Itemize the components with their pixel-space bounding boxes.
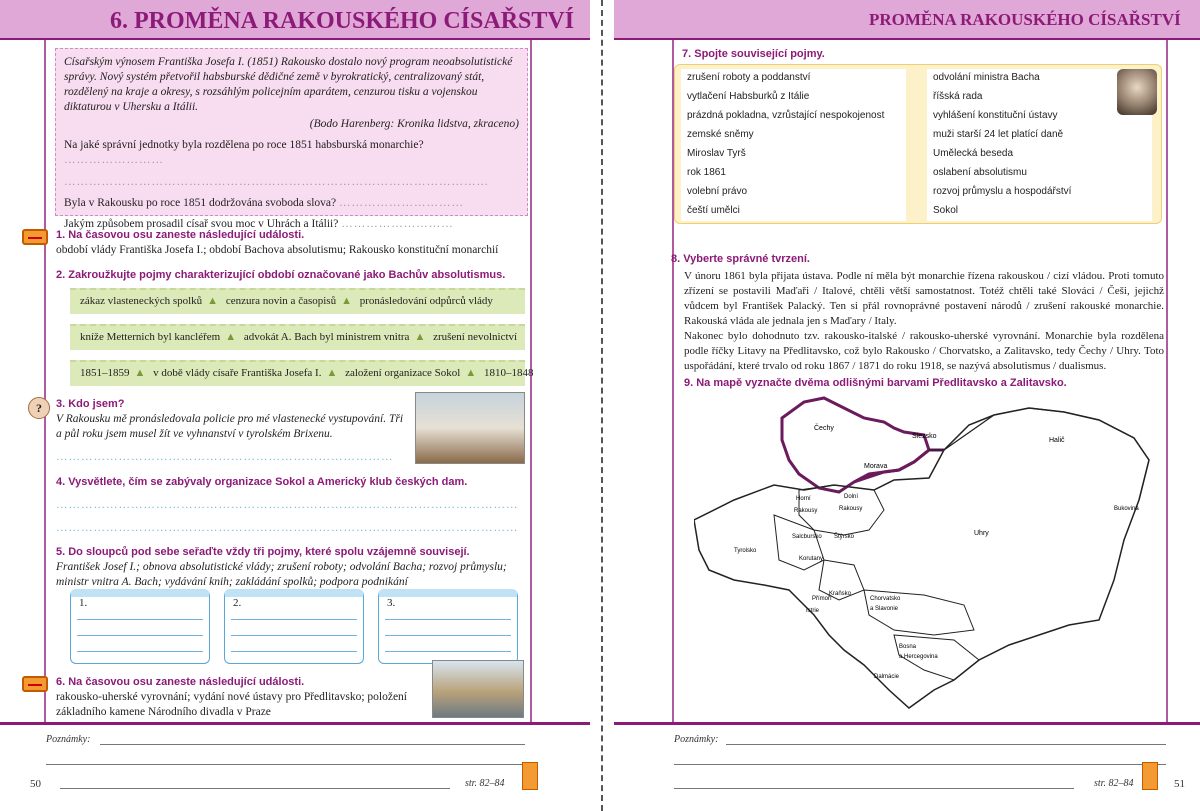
page-number: 51 [1174,778,1185,790]
svg-text:a Hercegovina: a Hercegovina [899,654,938,660]
page-title: 6. PROMĚNA RAKOUSKÉHO CÍSAŘSTVÍ [110,8,575,34]
task-8-heading: 8. Vyberte správné tvrzení. [671,253,810,265]
margin-line [44,40,46,722]
term[interactable]: v době vlády císaře Františka Josefa I. [153,367,322,379]
term[interactable]: 1851–1859 [80,367,130,379]
page-number: 50 [30,778,41,790]
term-strip: kníže Metternich byl kancléřem ▲ advokát A. Bach byl ministrem vnitra ▲ zrušení nevolnictví [70,324,525,350]
svg-text:Uhry: Uhry [974,530,989,537]
match-item[interactable]: volební právo [681,183,906,202]
task-4: 4. Vysvětlete, čím se zabývaly organizace Sokol a Americký klub českých dam. ………………………………………………………………………………………………… ………………………………………………………………………………………………… [56,475,526,536]
task-1 [56,228,526,258]
task-9 [684,376,1154,391]
match-item[interactable]: čeští umělci [681,202,906,221]
column-number: 3. [387,597,396,609]
timeline-icon [22,676,48,692]
match-item[interactable]: Umělecká beseda [927,145,1152,164]
task-3: 3. Kdo jsem? V Rakousku mě pronásledovala policie pro mé vlastenecké vystupování. Tři a půl roku jsem musel žít ve vyhnanství v tyrolském Brixenu. ……………………………………………………………………… [56,397,406,465]
term[interactable]: advokát A. Bach byl ministrem vnitra [243,331,410,343]
svg-text:Salcbursko: Salcbursko [792,534,822,540]
task-1-text: období vlády Františka Josefa I.; období Bachova absolutismu; Rakousko konstituční monarchií [56,244,499,256]
right-page [614,0,1200,811]
svg-text:Dalmácie: Dalmácie [874,674,900,680]
page-reference: str. 82–84 [1094,778,1134,789]
task-8 [671,252,1164,374]
task-2 [56,268,526,283]
term-strip: 1851–1859 ▲ v době vlády císaře Františka Josefa I. ▲ založení organizace Sokol ▲ 1810–1848 [70,360,525,386]
match-item[interactable]: prázdná pokladna, vzrůstající nespokojenost [681,107,906,126]
task-5 [56,545,526,590]
task-2-heading: 2. Zakroužkujte pojmy charakterizující období označované jako Bachův absolutismus. [56,269,506,281]
match-item[interactable]: zemské sněmy [681,126,906,145]
notes-line[interactable] [674,788,1074,789]
svg-text:Slezsko: Slezsko [912,433,937,440]
page-divider [596,0,608,811]
svg-text:Chorvatsko: Chorvatsko [870,596,901,602]
matching-box [674,64,1162,224]
notes-line[interactable] [726,744,1166,745]
match-item[interactable]: rok 1861 [681,164,906,183]
intro-quote: Císařským výnosem Františka Josefa I. (1851) Rakousko dostalo nový program neoabsolutistické správy. Nový systém přetvořil habsburské dědičné země v byrokratický, centralizovaný stát, rozdělený na kraje a okresy, s rozsáhlým policejním aparátem, cenzurou tisku a vojenskou diktaturou v Uhersku a Itálii. [64,56,513,113]
svg-text:Istrie: Istrie [806,608,820,614]
match-item[interactable]: říšská rada [927,88,1152,107]
page-title: PROMĚNA RAKOUSKÉHO CÍSAŘSTVÍ [869,10,1181,29]
intro-question-2: Byla v Rakousku po roce 1851 dodržována svoboda slova? [64,197,337,209]
book-icon [1142,762,1158,790]
margin-line [530,40,532,722]
carriage-illustration [415,392,525,464]
match-item[interactable]: oslabení absolutismu [927,164,1152,183]
left-page [0,0,590,811]
task-6 [56,675,426,720]
task-1-heading: 1. Na časovou osu zaneste následující události. [56,229,305,241]
task-4-heading: 4. Vysvětlete, čím se zabývaly organizace Sokol a Americký klub českých dam. [56,476,468,488]
task-6-text: rakousko-uherské vyrovnání; vydání nové ústavy pro Předlitavsko; položení základního kamene Národního divadla v Praze [56,691,407,718]
answer-column-3[interactable] [378,589,518,664]
svg-text:Dolní: Dolní [844,494,859,500]
page-bottom-bar [614,722,1200,725]
svg-text:Přímoří: Přímoří [812,596,832,602]
svg-text:Bukovina: Bukovina [1114,506,1139,512]
left-header [0,0,590,40]
page-bottom-bar [0,722,590,725]
intro-source: (Bodo Harenberg: Kronika lidstva, zkraceno) [309,118,519,130]
timeline-icon [22,229,48,245]
term[interactable]: zrušení nevolnictví [433,331,518,343]
svg-text:Bosna: Bosna [899,644,917,650]
term[interactable]: zákaz vlasteneckých spolků [80,295,203,307]
task-9-heading: 9. Na mapě vyznačte dvěma odlišnými barvami Předlitavsko a Zalitavsko. [684,377,1067,389]
margin-line [1166,40,1168,722]
notes-line[interactable] [60,788,450,789]
match-item[interactable]: rozvoj průmyslu a hospodářství [927,183,1152,202]
intro-box: Císařským výnosem Františka Josefa I. (1851) Rakousko dostalo nový program neoabsolutistické správy. Nový systém přetvořil habsburské dědičné země v byrokratický, centralizovaný stát, rozdělený na kraje a okresy, s rozsáhlým policejním aparátem, cenzurou tisku a vojenskou diktaturou v Uhersku a Itálii. (Bodo Harenberg: Kronika lidstva, zkraceno) Na jaké správní jednotky byla rozdělena po roce 1851 habsburská monarchie? …………………… ………………………………………………………………………………………… Byla v Rakousku po roce 1851 dodržována svoboda slova? ………………………… Jakým způsobem prosadil císař svou moc v Uhrách a Itálii? ……………………… [55,48,528,216]
svg-text:Štýrsko: Štýrsko [834,534,855,540]
term[interactable]: pronásledování odpůrců vlády [359,295,493,307]
task-5-heading: 5. Do sloupců pod sebe seřaďte vždy tři pojmy, které spolu vzájemně souvisejí. [56,546,470,558]
column-number: 2. [233,597,242,609]
term[interactable]: 1810–1848 [483,367,534,379]
answer-column-1[interactable] [70,589,210,664]
task-8-paragraph-1: V únoru 1861 byla přijata ústava. Podle ní měla být monarchie řízena rakouskou / cizí vládou. Proti tomuto zřízení se postavili Maďaři / Italové, chtěli větší samostatnost. Totéž chtěli také Slováci / Češi, jejichž vůdcem byl František Palacký. Ten si přál rovnoprávné postavení národů / zrušení rakouské monarchie. Rakouská vláda ale jednala jen s Maďary / Italy. [684,270,1164,327]
question-icon: ? [28,397,50,419]
match-item[interactable]: odvolání ministra Bacha [927,69,1152,88]
answer-column-2[interactable] [224,589,364,664]
task-7 [682,47,1152,62]
match-item[interactable]: zrušení roboty a poddanství [681,69,906,88]
national-theatre-photo [432,660,524,718]
svg-text:Rakousy: Rakousy [839,506,863,512]
notes-line[interactable] [100,744,525,745]
term-strip: zákaz vlasteneckých spolků ▲ cenzura novin a časopisů ▲ pronásledování odpůrců vlády [70,288,525,314]
svg-text:Čechy: Čechy [814,425,834,432]
match-item[interactable]: vytlačení Habsburků z Itálie [681,88,906,107]
match-item[interactable]: muži starší 24 let platící daně [927,126,1152,145]
svg-text:Tyrolsko: Tyrolsko [734,548,757,554]
intro-question-1: Na jaké správní jednotky byla rozdělena po roce 1851 habsburská monarchie? [64,139,424,151]
portrait-photo [1117,69,1157,115]
svg-text:Rakousy: Rakousy [794,508,818,514]
notes-line[interactable] [46,764,525,765]
term[interactable]: cenzura novin a časopisů [225,295,337,307]
notes-line[interactable] [674,764,1166,765]
task-5-text: František Josef I.; obnova absolutistické vlády; zrušení roboty; odvolání Bacha; rozvoj průmyslu; ministr vnitra A. Bach; vydávání knih; zakládání spolků; podpora podnikání [56,561,507,588]
match-item[interactable]: vyhlášení konstituční ústavy [927,107,1152,126]
match-item[interactable]: Sokol [927,202,1152,221]
intro-question-3: Jakým způsobem prosadil císař svou moc v Uhrách a Itálii? [64,218,339,230]
page-reference: str. 82–84 [465,778,505,789]
book-icon [522,762,538,790]
svg-text:Kraňsko: Kraňsko [829,591,852,597]
task-7-heading: 7. Spojte související pojmy. [682,48,825,60]
svg-text:Korutany: Korutany [799,556,824,562]
notes-label: Poznámky: [46,734,91,745]
right-header [614,0,1200,40]
notes-label: Poznámky: [674,734,719,745]
column-number: 1. [79,597,88,609]
svg-text:Horní: Horní [796,496,811,502]
match-left-column [681,69,906,221]
task-3-text: V Rakousku mě pronásledovala policie pro mé vlastenecké vystupování. Tři a půl roku jsem musel žít ve vyhnanství v tyrolském Brixenu. [56,413,404,440]
austria-hungary-map[interactable] [694,390,1164,718]
svg-text:Halič: Halič [1049,437,1065,444]
task-3-heading: 3. Kdo jsem? [56,398,125,410]
term[interactable]: kníže Metternich byl kancléřem [80,331,221,343]
match-item[interactable]: Miroslav Tyrš [681,145,906,164]
term[interactable]: založení organizace Sokol [345,367,461,379]
svg-text:a Slavonie: a Slavonie [870,606,899,612]
task-8-paragraph-2: Nakonec bylo dohodnuto tzv. rakousko-italské / rakousko-uherské vyrovnání. Monarchie byla rozdělena podle říčky Litavy na Předlitavsko, což bylo Rakousko / Chorvatsko, a Zalitavsko, tedy Čechy / Uhry. Toto uspořádání, které trvalo od roku 1867 / 1871 do roku 1918, se nazývá absolutismus / dualismus. [684,330,1164,372]
svg-text:Morava: Morava [864,463,888,470]
task-6-heading: 6. Na časovou osu zaneste následující události. [56,676,305,688]
